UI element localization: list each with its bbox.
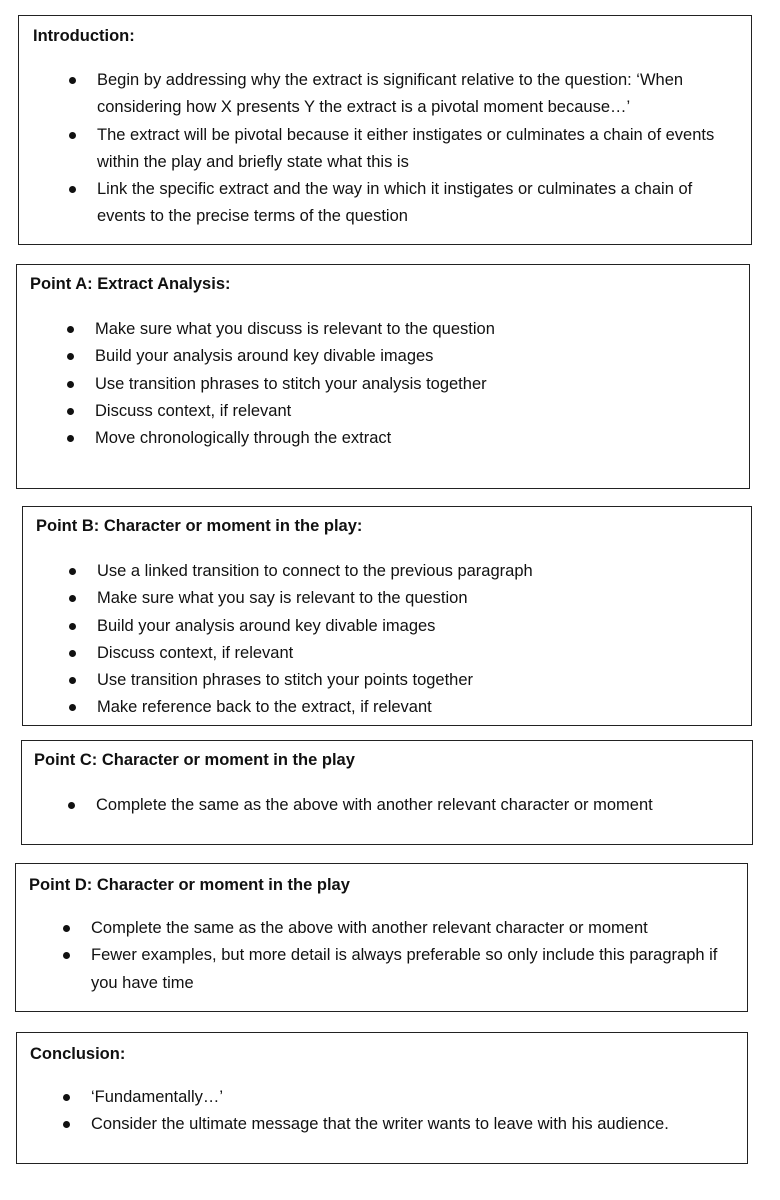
bullet-text: Complete the same as the above with another relevant character or moment: [96, 796, 653, 814]
bullet-list: [91, 915, 731, 997]
bullet-text: The extract will be pivotal because it either instigates or culminates a chain of events within the play and briefly state what this is: [97, 125, 715, 171]
bullet-icon: [67, 381, 74, 388]
section-title: Point D: Character or moment in the play: [29, 876, 350, 894]
bullet-text: Move chronologically through the extract: [95, 429, 392, 448]
bullet-list: [97, 558, 737, 722]
bullet-icon: [68, 802, 75, 809]
list-item: [95, 371, 735, 398]
list-item: [91, 915, 731, 942]
bullet-icon: [67, 435, 74, 442]
section-point-a: [16, 264, 750, 489]
bullet-text: Fewer examples, but more detail is always preferable so only include this paragraph if you have time: [91, 946, 718, 992]
section-point-c: [21, 740, 753, 845]
bullet-list: [96, 792, 736, 819]
bullet-text: Make reference back to the extract, if relevant: [97, 698, 432, 717]
section-title: Introduction:: [33, 27, 135, 45]
list-item: [97, 585, 737, 612]
list-item: [95, 398, 735, 425]
section-title: Point A: Extract Analysis:: [30, 275, 231, 293]
bullet-list: [97, 67, 737, 231]
list-item: [91, 1084, 731, 1111]
bullet-icon: [63, 952, 70, 959]
bullet-text: Use a linked transition to connect to the previous paragraph: [97, 562, 533, 580]
list-item: [91, 1111, 731, 1138]
section-introduction: [18, 15, 752, 245]
list-item: [91, 942, 731, 997]
section-point-b: [22, 506, 752, 726]
bullet-text: Consider the ultimate message that the writer wants to leave with his audience.: [91, 1115, 669, 1134]
bullet-icon: [63, 1094, 70, 1101]
list-item: [97, 176, 737, 231]
section-title: Conclusion:: [30, 1045, 126, 1063]
bullet-icon: [67, 326, 74, 333]
bullet-icon: [69, 677, 76, 684]
list-item: [95, 425, 735, 452]
bullet-text: Build your analysis around key divable images: [97, 616, 436, 635]
bullet-text: Begin by addressing why the extract is significant relative to the question: ‘When considering how X presents Y the extract is a pivotal moment because…’: [97, 71, 684, 117]
section-conclusion: [16, 1032, 748, 1164]
bullet-text: Complete the same as the above with another relevant character or moment: [91, 919, 648, 937]
section-title: Point C: Character or moment in the play: [34, 751, 355, 769]
section-title: Point B: Character or moment in the play:: [36, 517, 363, 535]
bullet-icon: [69, 132, 76, 139]
section-point-d: [15, 863, 748, 1012]
bullet-text: ‘Fundamentally…’: [91, 1088, 224, 1106]
list-item: [96, 792, 736, 819]
bullet-icon: [69, 704, 76, 711]
bullet-text: Use transition phrases to stitch your points together: [97, 671, 474, 690]
bullet-icon: [69, 595, 76, 602]
bullet-icon: [69, 568, 76, 575]
bullet-text: Discuss context, if relevant: [95, 401, 292, 420]
bullet-text: Make sure what you say is relevant to the question: [97, 589, 468, 608]
bullet-list: [91, 1084, 731, 1139]
list-item: [97, 640, 737, 667]
list-item: [97, 694, 737, 721]
bullet-text: Discuss context, if relevant: [97, 643, 294, 662]
bullet-icon: [67, 353, 74, 360]
list-item: [97, 667, 737, 694]
bullet-icon: [63, 925, 70, 932]
bullet-icon: [69, 623, 76, 630]
list-item: [97, 613, 737, 640]
bullet-icon: [69, 186, 76, 193]
bullet-text: Make sure what you discuss is relevant to the question: [95, 320, 495, 338]
list-item: [97, 558, 737, 585]
bullet-text: Use transition phrases to stitch your analysis together: [95, 374, 487, 393]
bullet-icon: [69, 650, 76, 657]
bullet-text: Link the specific extract and the way in which it instigates or culminates a chain of events to the precise terms of the question: [97, 180, 693, 226]
bullet-icon: [67, 408, 74, 415]
list-item: [95, 316, 735, 343]
bullet-list: [95, 316, 735, 452]
list-item: [95, 343, 735, 370]
bullet-icon: [63, 1121, 70, 1128]
list-item: [97, 67, 737, 122]
bullet-text: Build your analysis around key divable images: [95, 347, 434, 366]
list-item: [97, 122, 737, 177]
bullet-icon: [69, 77, 76, 84]
